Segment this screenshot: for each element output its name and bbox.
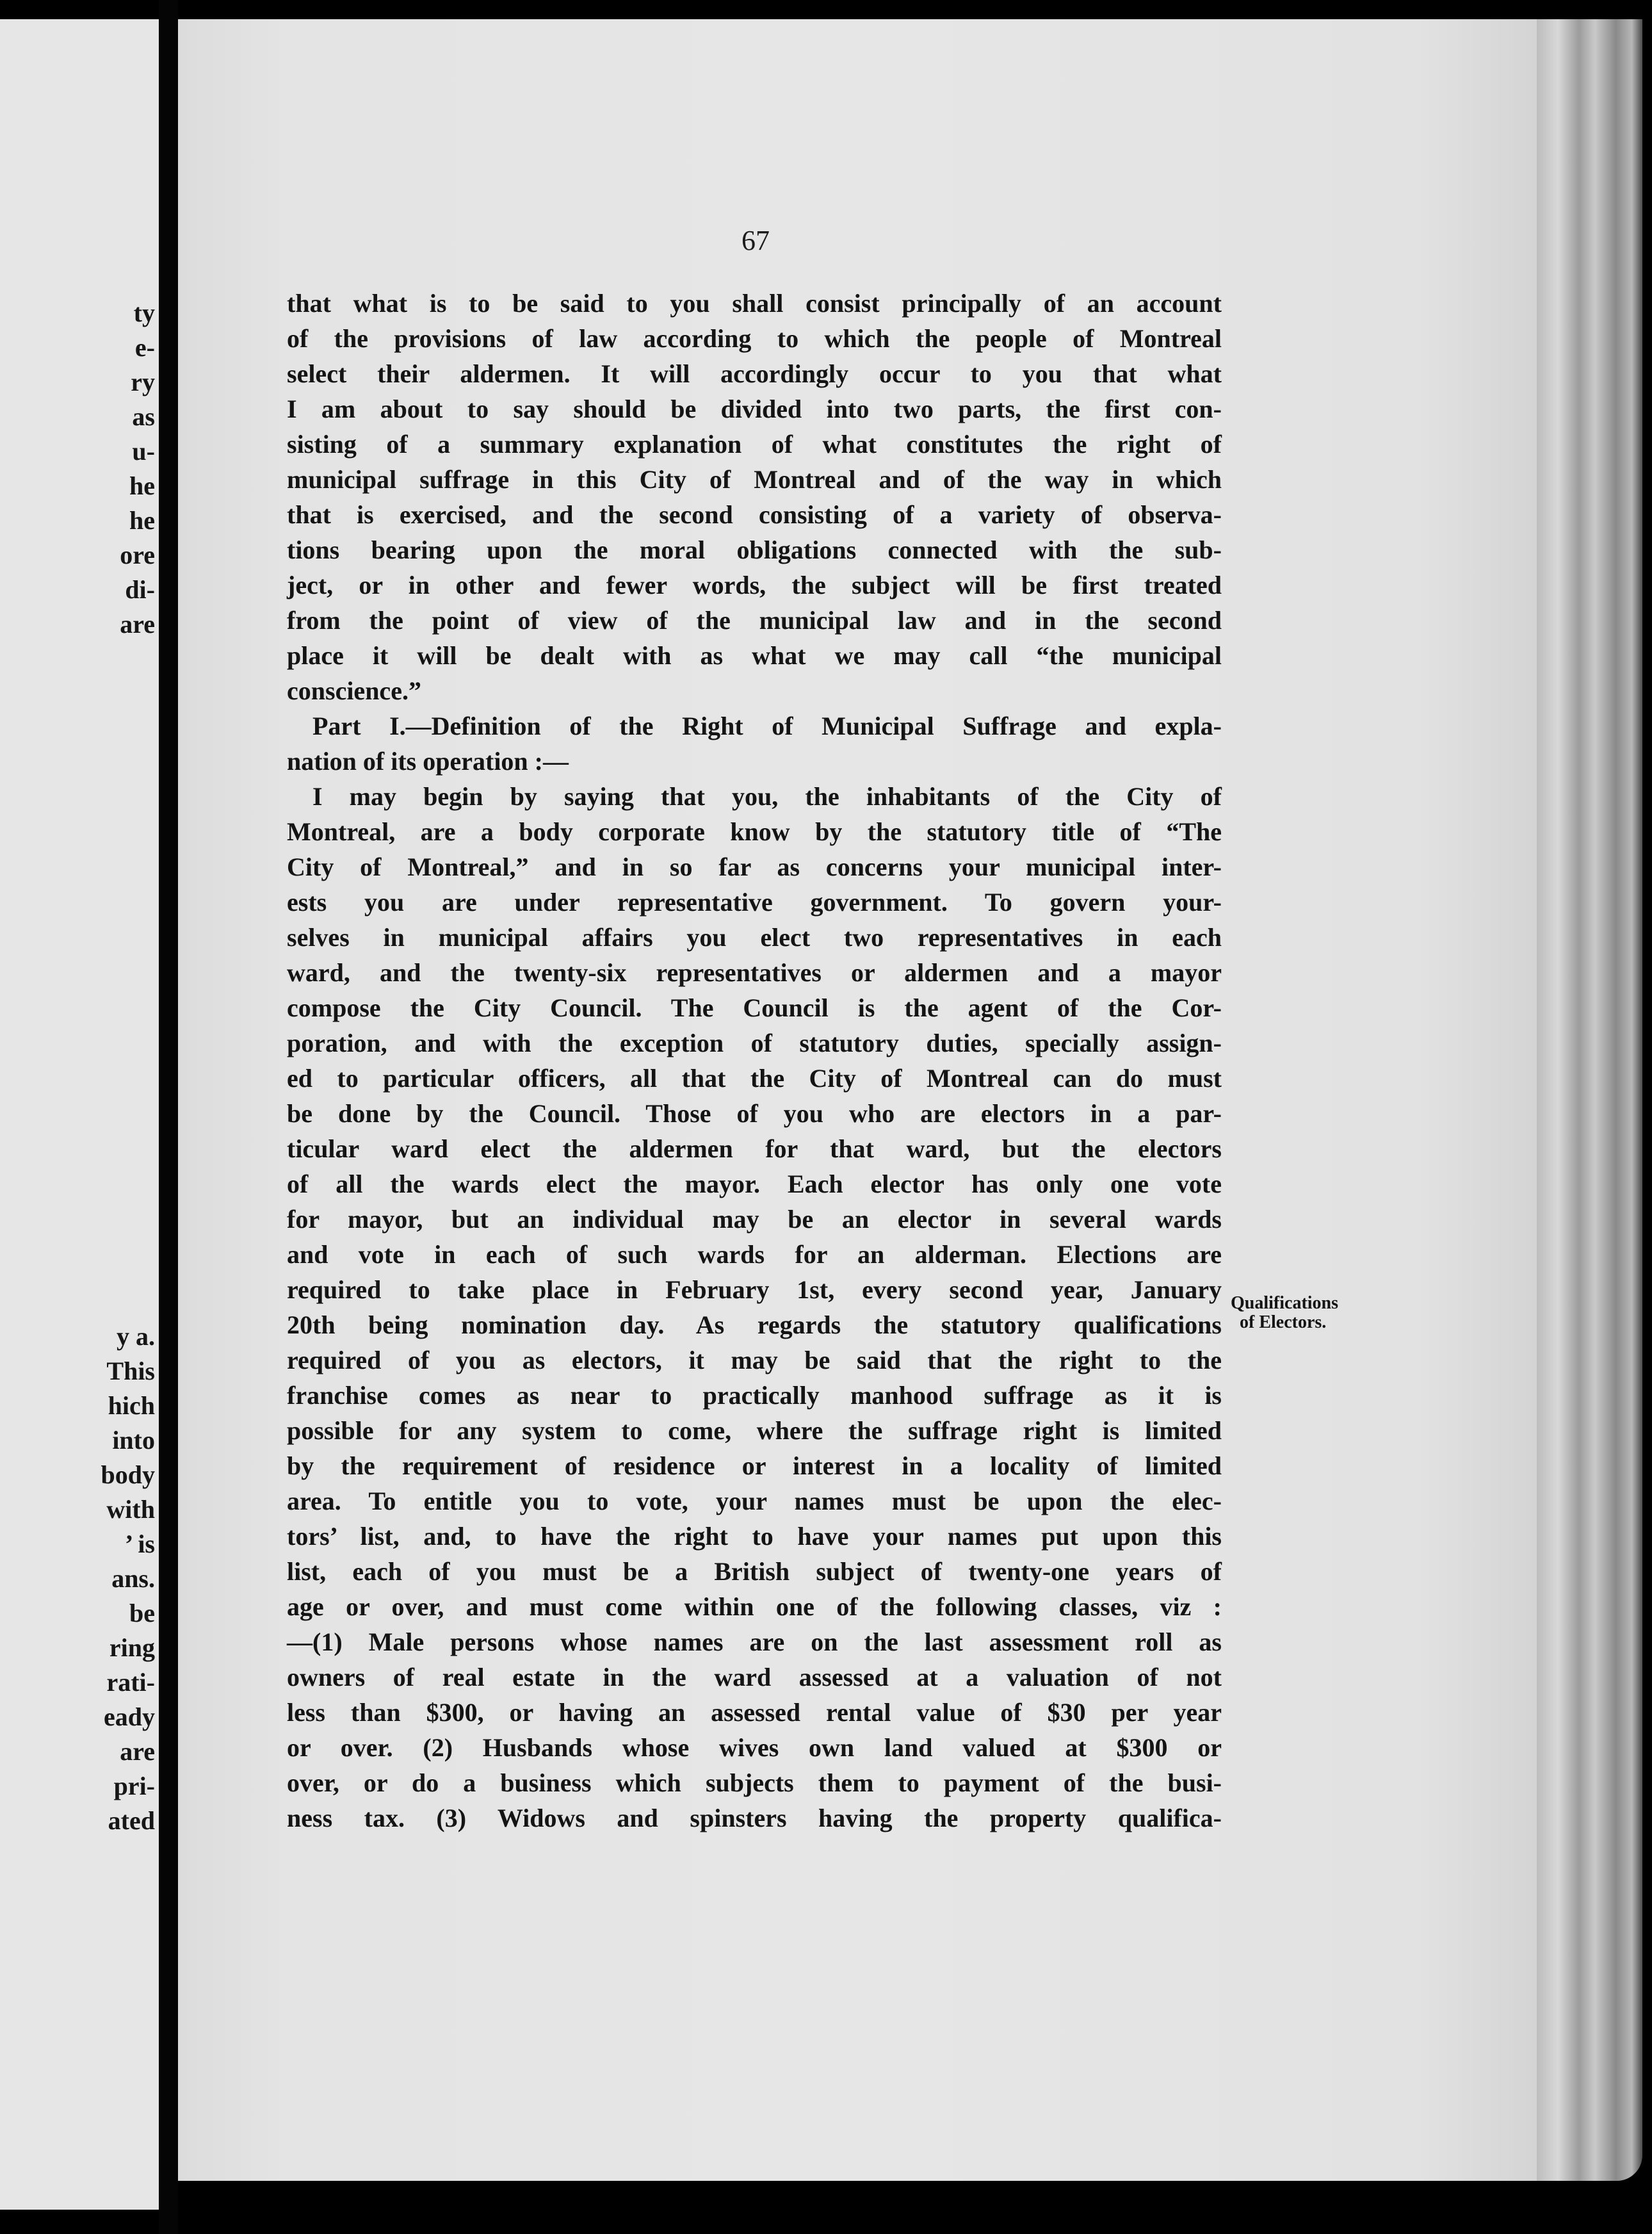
- fragment-line: di-: [125, 575, 155, 604]
- text-line: age or over, and must come within one of the following classes, viz :: [287, 1592, 1222, 1621]
- text-line: from the point of view of the municipal law and in the second: [287, 606, 1222, 635]
- fragment-line: hich: [108, 1391, 155, 1420]
- text-line: ed to particular officers, all that the City of Montreal can do must: [287, 1064, 1222, 1093]
- fragment-line: ated: [108, 1806, 155, 1835]
- facing-page: [0, 19, 159, 2210]
- fragment-line: ore: [120, 541, 155, 569]
- text-line: select their aldermen. It will accordingly occur to you that what: [287, 359, 1222, 388]
- text-line: compose the City Council. The Council is the agent of the Cor-: [287, 993, 1222, 1022]
- margin-note-line: of Electors.: [1240, 1312, 1327, 1332]
- text-line: area. To entitle you to vote, your names must be upon the elec-: [287, 1487, 1222, 1515]
- text-line: selves in municipal affairs you elect two representatives in each: [287, 923, 1222, 952]
- fragment-line: y a.: [117, 1322, 155, 1351]
- text-line: place it will be dealt with as what we may call “the municipal: [287, 641, 1222, 670]
- text-line: or over. (2) Husbands whose wives own land valued at $300 or: [287, 1733, 1222, 1762]
- page-number: 67: [741, 225, 770, 256]
- text-line: over, or do a business which subjects them to payment of the busi-: [287, 1768, 1222, 1797]
- text-line: that is exercised, and the second consisting of a variety of observa-: [287, 500, 1222, 529]
- fragment-line: are: [120, 610, 155, 639]
- fragment-line: pri-: [113, 1772, 155, 1800]
- text-line: ticular ward elect the aldermen for that ward, but the electors: [287, 1134, 1222, 1163]
- text-line: —(1) Male persons whose names are on the last assessment roll as: [287, 1627, 1222, 1656]
- fragment-line: into: [112, 1426, 155, 1455]
- text-line: of the provisions of law according to which the people of Montreal: [287, 324, 1222, 353]
- text-line: required of you as electors, it may be said that the right to the: [287, 1346, 1222, 1374]
- fragment-line: eady: [104, 1702, 155, 1731]
- text-line: sisting of a summary explanation of what constitutes the right of: [287, 430, 1222, 459]
- fragment-line: e-: [134, 333, 155, 362]
- margin-note: [1231, 1294, 1391, 1332]
- text-line: poration, and with the exception of statutory duties, specially assign-: [287, 1029, 1222, 1057]
- text-line: ests you are under representative government. To govern your-: [287, 888, 1222, 917]
- page-edges: [1537, 19, 1642, 2181]
- text-line: by the requirement of residence or interest in a locality of limited: [287, 1451, 1222, 1480]
- text-line: be done by the Council. Those of you who are electors in a par-: [287, 1099, 1222, 1128]
- fragment-line: body: [101, 1460, 155, 1489]
- text-line: of all the wards elect the mayor. Each elector has only one vote: [287, 1170, 1222, 1198]
- fragment-line: ry: [131, 368, 155, 396]
- fragment-line: as: [132, 402, 155, 431]
- text-line: less than $300, or having an assessed rental value of $30 per year: [287, 1698, 1222, 1727]
- text-line: that what is to be said to you shall consist principally of an account: [287, 289, 1222, 318]
- text-line: tions bearing upon the moral obligations connected with the sub-: [287, 535, 1222, 564]
- text-line: I am about to say should be divided into two parts, the first con-: [287, 395, 1222, 423]
- text-line: ward, and the twenty-six representatives or aldermen and a mayor: [287, 958, 1222, 987]
- text-line: possible for any system to come, where the suffrage right is limited: [287, 1416, 1222, 1445]
- text-line: municipal suffrage in this City of Montreal and of the way in which: [287, 465, 1222, 494]
- fragment-line: u-: [132, 437, 155, 466]
- text-line: conscience.”: [287, 676, 421, 705]
- fragment-line: ring: [109, 1633, 155, 1662]
- fragment-line: are: [120, 1737, 155, 1766]
- fragment-line: he: [129, 506, 155, 535]
- text-line: ject, or in other and fewer words, the subject will be first treated: [287, 571, 1222, 599]
- fragment-line: be: [129, 1599, 155, 1627]
- fragment-line: This: [106, 1357, 155, 1385]
- section-heading-line: Part I.—Definition of the Right of Municipal Suffrage and expla-: [312, 712, 1222, 740]
- text-line: franchise comes as near to practically manhood suffrage as it is: [287, 1381, 1222, 1410]
- text-line: list, each of you must be a British subject of twenty-one years of: [287, 1557, 1222, 1586]
- body-text: [287, 286, 1222, 1836]
- text-line: ness tax. (3) Widows and spinsters having the property qualifica-: [287, 1804, 1222, 1832]
- text-line: I may begin by saying that you, the inhabitants of the City of: [312, 782, 1222, 811]
- fragment-line: ’ is: [124, 1529, 155, 1558]
- text-line: for mayor, but an individual may be an elector in several wards: [287, 1205, 1222, 1234]
- fragment-line: ans.: [111, 1564, 155, 1593]
- fragment-line: ty: [133, 298, 155, 327]
- facing-page-fragments-bottom: [0, 1319, 159, 1838]
- text-line: Montreal, are a body corporate know by the statutory title of “The: [287, 817, 1222, 846]
- text-line: and vote in each of such wards for an alderman. Elections are: [287, 1240, 1222, 1269]
- section-heading-line: nation of its operation :—: [287, 747, 569, 776]
- text-line: City of Montreal,” and in so far as concerns your municipal inter-: [287, 852, 1222, 881]
- fragment-line: rati-: [106, 1668, 155, 1697]
- fragment-line: he: [129, 471, 155, 500]
- text-line: required to take place in February 1st, every second year, January: [287, 1275, 1222, 1304]
- text-line: owners of real estate in the ward assessed at a valuation of not: [287, 1663, 1222, 1692]
- text-line: tors’ list, and, to have the right to have your names put upon this: [287, 1522, 1222, 1551]
- book-gutter: [159, 0, 178, 2234]
- text-line: 20th being nomination day. As regards the statutory qualifications: [287, 1310, 1222, 1339]
- margin-note-line: Qualifications: [1231, 1293, 1339, 1313]
- fragment-line: with: [106, 1495, 155, 1524]
- facing-page-fragments-top: [0, 296, 159, 642]
